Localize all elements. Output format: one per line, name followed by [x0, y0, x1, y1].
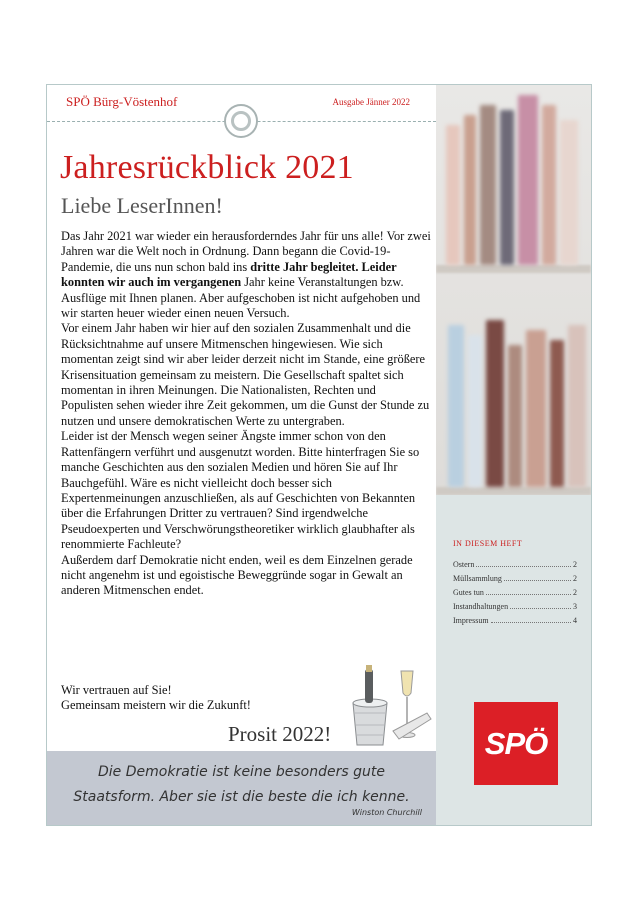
article-title: Jahresrückblick 2021 — [60, 149, 354, 186]
ring-binder-icon — [224, 104, 258, 138]
toc-item[interactable] — [453, 583, 577, 597]
table-of-contents — [453, 539, 577, 625]
article-body — [61, 229, 431, 599]
prosit-greeting: Prosit 2022! — [228, 722, 332, 746]
paragraph-1-part-c: Jahr keine Veranstaltungen bzw. Ausflüge mit Ihnen planen. Aber aufgeschoben ist nicht aufgehoben und wir starten heuer wieder einen neuen Versuch. — [61, 275, 421, 321]
paragraph-1 — [61, 229, 431, 321]
toc-item[interactable] — [453, 569, 577, 583]
paragraph-1-bold: dritte Jahr begleitet. Leider konnten wir auch im vergangenen — [61, 259, 397, 290]
toc-item-page: 4 — [573, 616, 577, 625]
salutation: Liebe LeserInnen! — [61, 193, 223, 218]
issue-label: Ausgabe Jänner 2022 — [332, 97, 410, 107]
closing — [61, 683, 361, 714]
closing-line-2: Gemeinsam meistern wir die Zukunft! — [61, 698, 251, 713]
closing-line-1: Wir vertrauen auf Sie! — [61, 683, 172, 697]
spo-logo — [474, 702, 558, 785]
toc-title: IN DIESEM HEFT — [453, 539, 523, 548]
paragraph-2: Vor einem Jahr haben wir hier auf den sozialen Zusammenhalt und die Rücksichtnahme auf unsere Mitmenschen hingewiesen. Wie sich momentan zeigt sind wir aber leider derzeit nicht im Stande, eine größere Krisensituation gemeinsam zu meistern. Die Gesellschaft spaltet sich momentan in ihren Meinungen. Die Nationalisten, Rechten und Populisten sehen wieder ihre Zeit gekommen, um die Gunst der Stunde zu nutzen und unsere demokratischen Werte zu untergraben. — [61, 321, 430, 428]
toc-item-page: 2 — [573, 574, 577, 583]
quote-text — [47, 760, 436, 810]
quote-author: Winston Churchill — [351, 808, 422, 817]
toc-item-label: Instandhaltungen — [453, 602, 509, 611]
paragraph-1-part-a: Das Jahr 2021 war wieder ein herausforderndes Jahr für uns alle! Vor zwei Jahren war die Welt noch in Ordnung. Dann begann die Covid-19-Pandemie, die uns nun schon bald ins — [61, 229, 431, 274]
quote-box — [47, 751, 436, 825]
quote-line-1: Die Demokratie ist keine besonders gute — [98, 764, 385, 780]
main-column — [47, 85, 436, 825]
toc-item-page: 3 — [573, 602, 577, 611]
toc-item-page: 2 — [573, 588, 577, 597]
sidebar — [436, 85, 591, 825]
toc-item-label: Impressum — [453, 616, 489, 625]
org-name: SPÖ Bürg-Vöstenhof — [66, 94, 178, 109]
toc-item-page: 2 — [573, 560, 577, 569]
quote-line-2: Staatsform. Aber sie ist die beste die ich kenne. — [73, 789, 410, 805]
toc-item-label: Müllsammlung — [453, 574, 502, 583]
toc-item-label: Gutes tun — [453, 588, 484, 597]
logo-text: SPÖ — [484, 725, 548, 761]
toc-item[interactable] — [453, 597, 577, 611]
toc-item-label: Ostern — [453, 560, 475, 569]
paragraph-3: Leider ist der Mensch wegen seiner Ängste immer schon von den Rattenfängern verführt und ausgenutzt worden. Bitte hinterfragen Sie so manche Geschichten aus den sozialen Medien und hören Sie auf Ihr Bauchgefühl. Wäre es nicht vielleicht doch besser sich Expertenmeinungen anzuschließen, als auf Geschichten von Bekannten über die Erfahrungen Dritter zu vertrauen? Sind irgendwelche Pseudoexperten und Verschwörungstheoretiker wirklich glaubhafter als renommierte Fachleute? — [61, 429, 420, 552]
paragraph-4: Außerdem darf Demokratie nicht enden, weil es dem Einzelnen gerade nicht angenehm ist und egoistische Beweggründe sogar in Gewalt an anderen Mitmenschen endet. — [61, 552, 413, 598]
toc-item[interactable] — [453, 555, 577, 569]
bookshelf-photo — [436, 85, 591, 495]
toc-item[interactable] — [453, 611, 577, 625]
champagne-icon — [347, 663, 435, 749]
